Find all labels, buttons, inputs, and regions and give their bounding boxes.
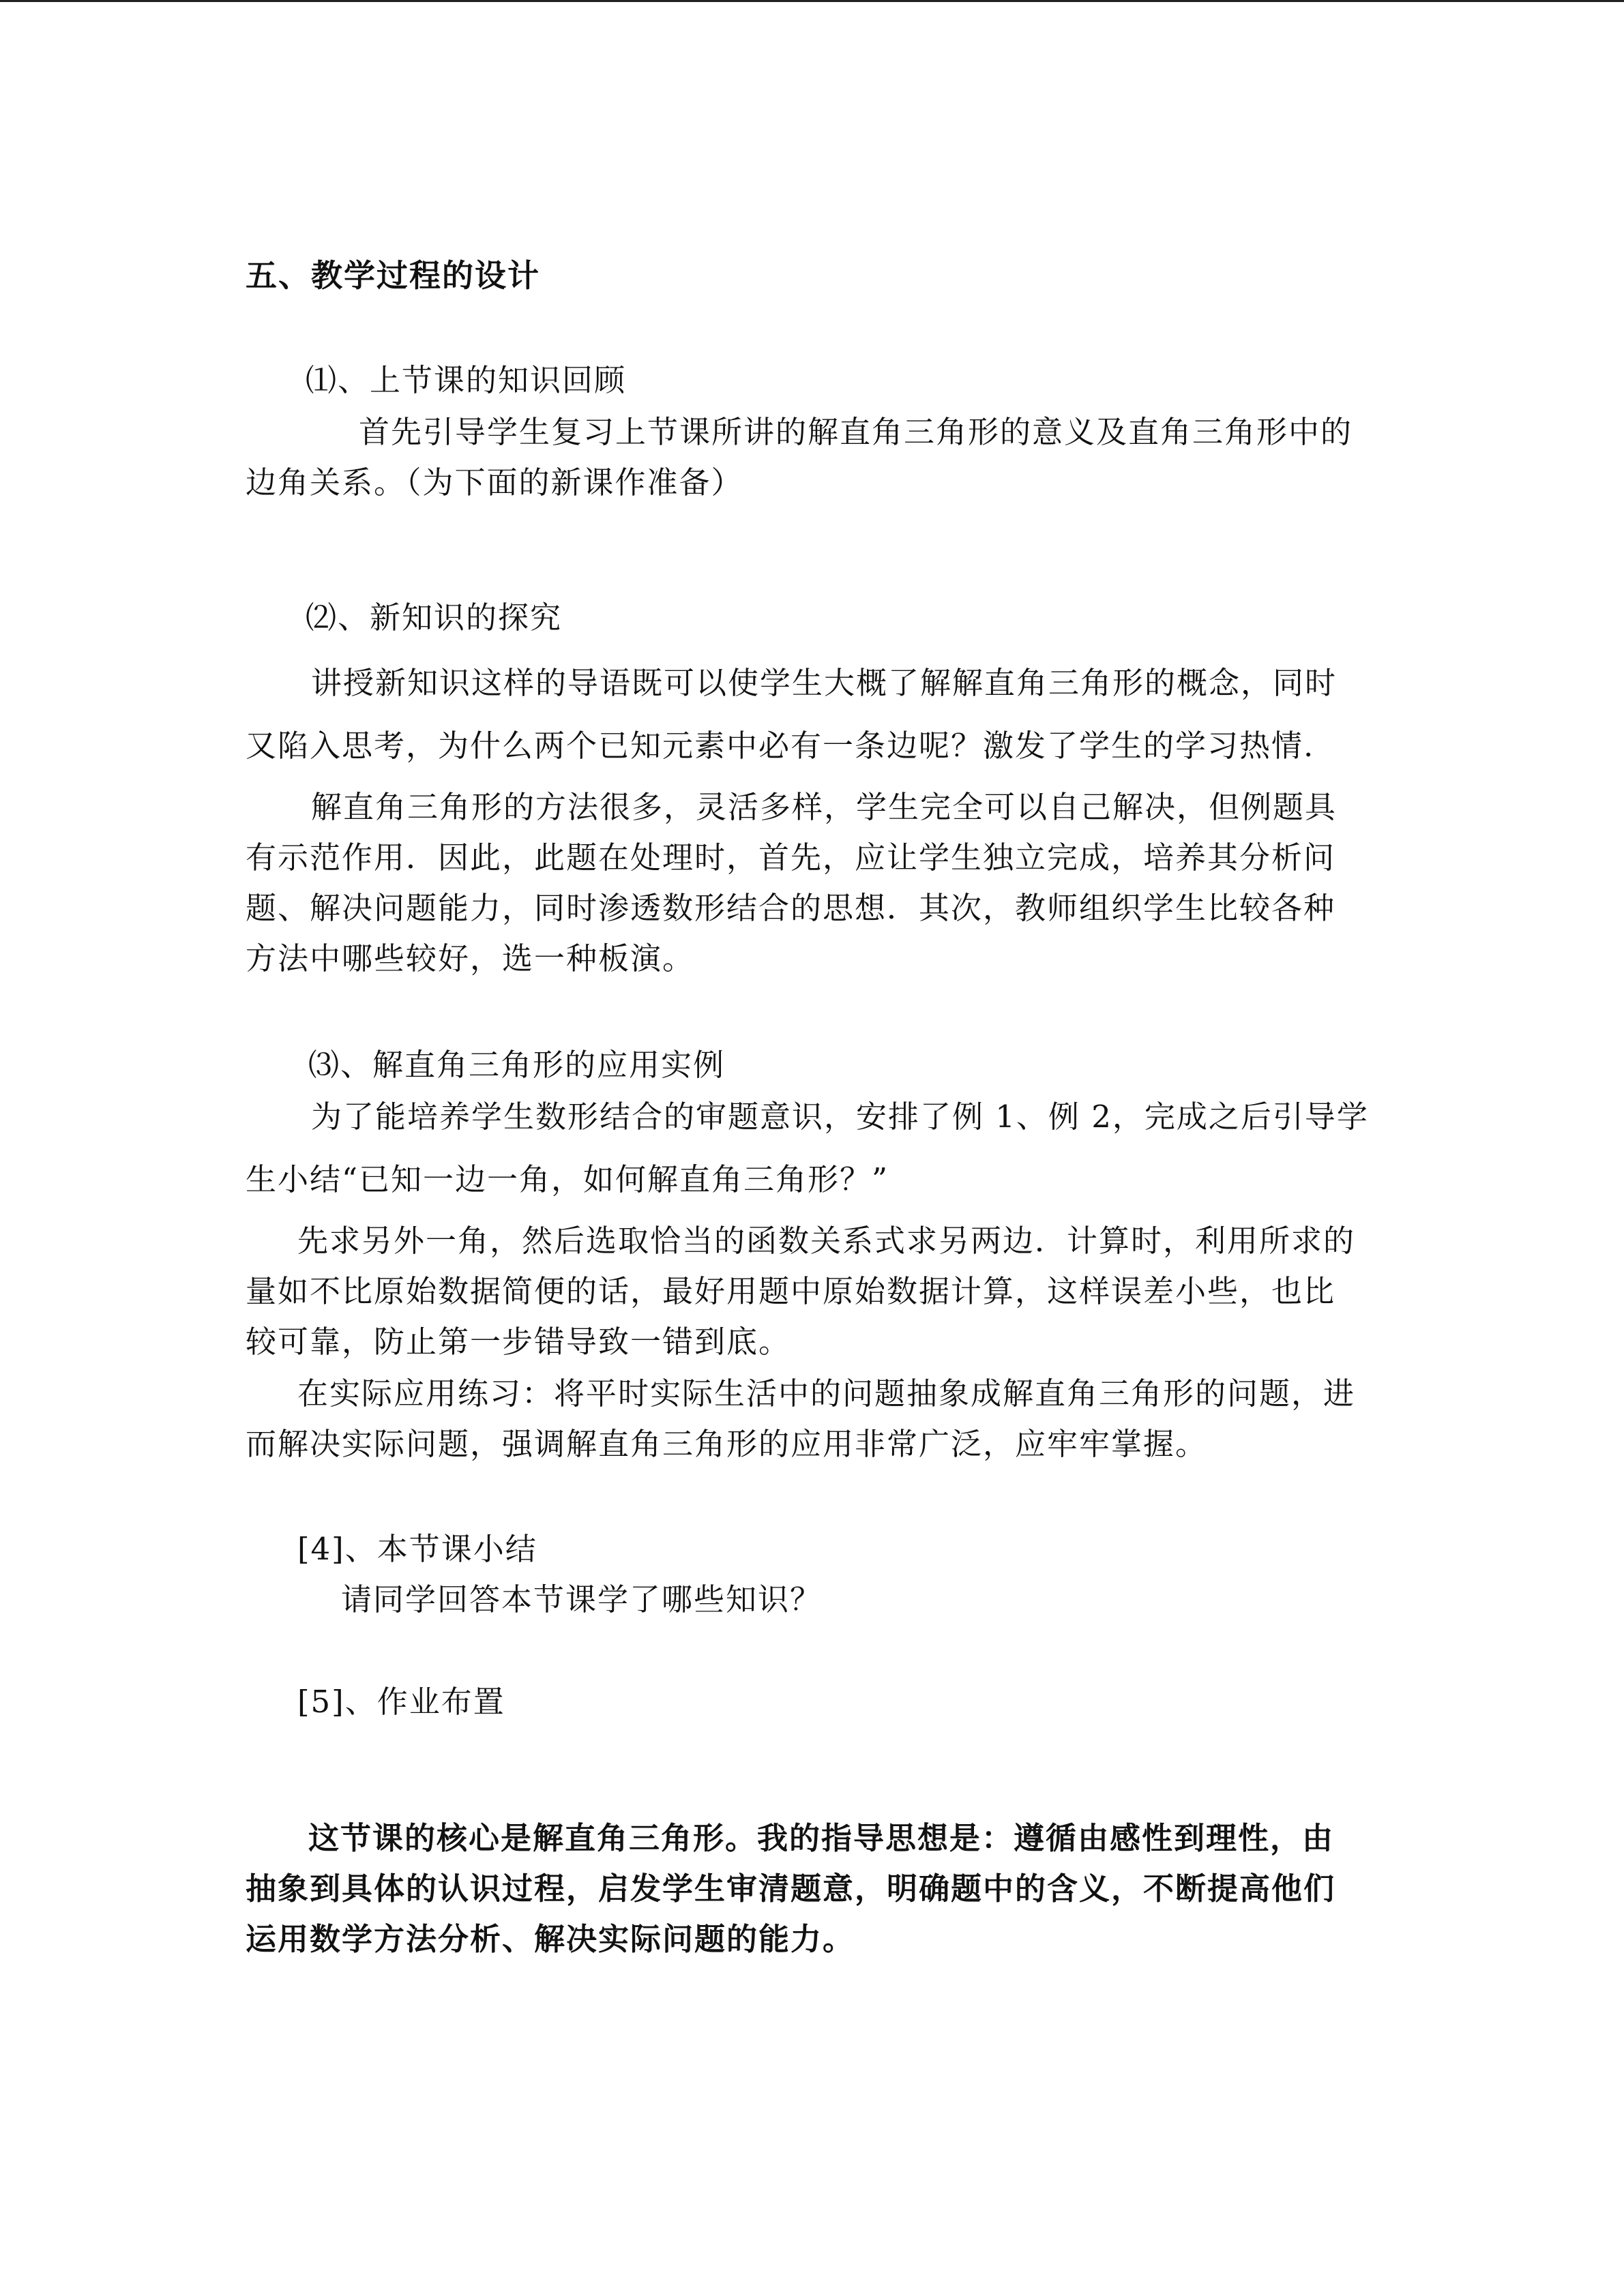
paragraph-line: 量如不比原始数据简便的话，最好用题中原始数据计算，这样误差小些，也比	[246, 1273, 1336, 1309]
section-heading: 五、教学过程的设计	[246, 257, 540, 294]
paragraph-line: 题、解决问题能力，同时渗透数形结合的思想．其次，教师组织学生比较各种	[246, 890, 1336, 926]
paragraph-line: 较可靠，防止第一步错导致一错到底。	[246, 1324, 791, 1360]
subsection-title-application: ⑶、解直角三角形的应用实例	[308, 1047, 726, 1083]
conclusion-line: 运用数学方法分析、解决实际问题的能力。	[246, 1921, 855, 1957]
paragraph-line: 请同学回答本节课学了哪些知识？	[341, 1581, 823, 1617]
paragraph-line: 首先引导学生复习上节课所讲的解直角三角形的意义及直角三角形中的	[359, 414, 1353, 450]
paragraph-line: 讲授新知识这样的导语既可以使学生大概了解解直角三角形的概念，同时	[311, 665, 1338, 701]
paragraph-line: 有示范作用．因此，此题在处理时，首先，应让学生独立完成，培养其分析问	[246, 839, 1336, 876]
paragraph-line: 生小结“已知一边一角，如何解直角三角形？”	[246, 1161, 889, 1197]
paragraph-line: 为了能培养学生数形结合的审题意识，安排了例 1、例 2，完成之后引导学	[311, 1099, 1369, 1135]
paragraph-line: 而解决实际问题，强调解直角三角形的应用非常广泛，应牢牢掌握。	[246, 1426, 1208, 1462]
subsection-title-summary: [4]、本节课小结	[297, 1531, 537, 1567]
paragraph-line: 边角关系。（为下面的新课作准备）	[246, 464, 743, 501]
subsection-title-review: ⑴、上节课的知识回顾	[306, 362, 627, 398]
paragraph-line: 方法中哪些较好，选一种板演。	[246, 940, 695, 976]
subsection-title-homework: [5]、作业布置	[297, 1684, 505, 1720]
paragraph-line: 先求另外一角，然后选取恰当的函数关系式求另两边．计算时，利用所求的	[297, 1223, 1356, 1259]
paragraph-line: 在实际应用练习：将平时实际生活中的问题抽象成解直角三角形的问题，进	[297, 1375, 1356, 1412]
conclusion-line: 这节课的核心是解直角三角形。我的指导思想是：遵循由感性到理性，由	[308, 1820, 1335, 1856]
conclusion-line: 抽象到具体的认识过程，启发学生审清题意，明确题中的含义，不断提高他们	[246, 1870, 1336, 1907]
paragraph-line: 解直角三角形的方法很多，灵活多样，学生完全可以自己解决，但例题具	[311, 789, 1338, 825]
subsection-title-new-knowledge: ⑵、新知识的探究	[306, 599, 563, 636]
paragraph-line: 又陷入思考，为什么两个已知元素中必有一条边呢？激发了学生的学习热情.	[246, 728, 1315, 764]
top-border-line	[0, 0, 1624, 2]
